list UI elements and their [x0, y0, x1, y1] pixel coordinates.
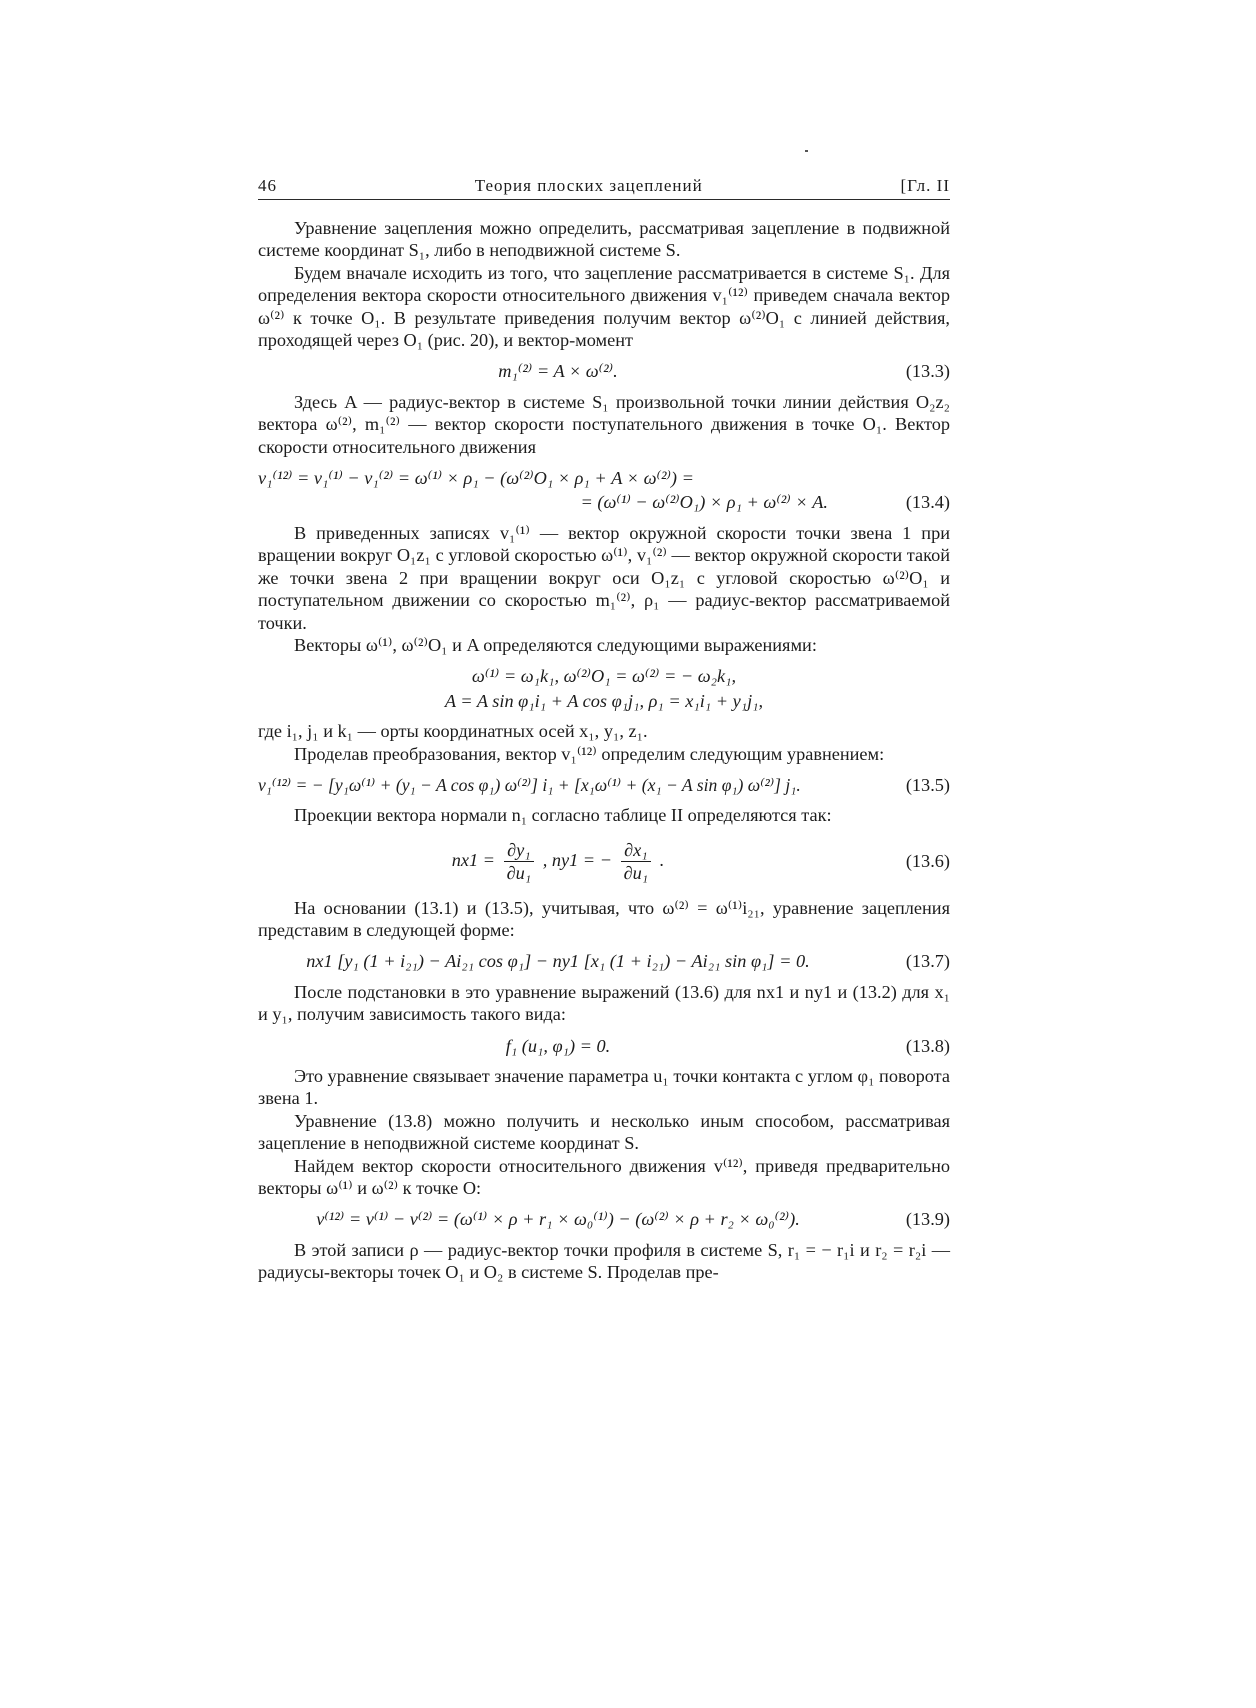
page-header	[258, 176, 950, 196]
equation-vectors-1-expression: ω⁽¹⁾ = ω₁k₁, ω⁽²⁾O₁ = ω⁽²⁾ = − ω₂k₁,	[471, 666, 737, 687]
equation-vectors-1	[258, 665, 950, 687]
equation-13-4-line-2-expression: = (ω⁽¹⁾ − ω⁽²⁾O₁) × ρ₁ + ω⁽²⁾ × A.	[580, 492, 828, 513]
equation-13-5	[258, 774, 950, 796]
paragraph-3: Здесь A — радиус-вектор в системе S₁ произвольной точки линии действия O₂z₂ вектора ω⁽²⁾, m₁⁽²⁾ — вектор скорости поступательного движения в точке O₁. Вектор скорости относительного движения	[258, 391, 950, 457]
chapter-marker: [Гл. II	[900, 176, 950, 195]
equation-13-3-number: (13.3)	[905, 361, 950, 382]
equation-13-4-line-1	[258, 467, 950, 489]
equation-13-6-fraction-2	[621, 839, 652, 885]
equation-13-6-fraction-1	[504, 839, 535, 885]
running-title: Теория плоских зацеплений	[474, 176, 703, 195]
equation-13-9-number: (13.9)	[905, 1209, 950, 1230]
equation-13-4-line-2	[258, 491, 950, 513]
equation-13-8	[258, 1035, 950, 1057]
equation-13-4-number: (13.4)	[905, 492, 950, 513]
scan-speck	[805, 150, 808, 152]
paragraph-9: На основании (13.1) и (13.5), учитывая, что ω⁽²⁾ = ω⁽¹⁾i₂₁, уравнение зацепления представим в следующей форме:	[258, 897, 950, 940]
paragraph-14: В этой записи ρ — радиус-вектор точки профиля в системе S, r₁ = − r₁i и r₂ = r₂i — радиусы-векторы точек O₁ и O₂ в системе S. Проделав пре-	[258, 1239, 950, 1283]
paragraph-6: где i₁, j₁ и k₁ — орты координатных осей x₁, y₁, z₁.	[258, 721, 648, 742]
fraction-2-numerator: ∂x₁	[621, 839, 652, 862]
paragraph-7: Проделав преобразования, вектор v₁⁽¹²⁾ определим следующим уравнением:	[294, 743, 885, 764]
equation-13-9	[258, 1208, 950, 1230]
paragraph-13: Найдем вектор скорости относительного движения v⁽¹²⁾, приведя предварительно векторы ω⁽¹⁾ и ω⁽²⁾ к точке O:	[258, 1155, 950, 1199]
paragraph-8: Проекции вектора нормали n₁ согласно таблице II определяются так:	[294, 805, 832, 826]
paragraph-10: После подстановки в это уравнение выражений (13.6) для nx1 и ny1 и (13.2) для x₁ и y₁, получим зависимость такого вида:	[258, 981, 950, 1025]
equation-13-5-number: (13.5)	[905, 774, 950, 795]
equation-13-8-number: (13.8)	[905, 1035, 950, 1056]
fraction-1-numerator: ∂y₁	[504, 839, 535, 862]
equation-13-6-ny-label: , ny1 = −	[542, 849, 613, 870]
equation-13-7-expression: nx1 [y₁ (1 + i₂₁) − Ai₂₁ cos φ₁] − ny1 [x₁ (1 + i₂₁) − Ai₂₁ sin φ₁] = 0.	[306, 951, 810, 972]
page-number: 46	[258, 176, 277, 195]
equation-13-3	[258, 360, 950, 382]
equation-13-6	[258, 839, 950, 885]
equation-13-6-number: (13.6)	[905, 851, 950, 872]
paragraph-4: В приведенных записях v₁⁽¹⁾ — вектор окружной скорости точки звена 1 при вращении вокруг O₁z₁ с угловой скоростью ω⁽¹⁾, v₁⁽²⁾ — вектор окружной скорости такой же точки звена 2 при вращении вокруг оси O₁z₁ с угловой скоростью ω⁽²⁾O₁ и поступательном движении со скоростью m₁⁽²⁾, ρ₁ — радиус-вектор рассматриваемой точки.	[258, 522, 950, 633]
fraction-1-denominator: ∂u₁	[506, 863, 532, 884]
paragraph-1: Уравнение зацепления можно определить, рассматривая зацепление в подвижной системе координат S₁, либо в неподвижной системе S.	[258, 218, 950, 261]
paragraph-12: Уравнение (13.8) можно получить и несколько иным способом, рассматривая зацепление в неподвижной системе координат S.	[258, 1110, 950, 1154]
paragraph-5: Векторы ω⁽¹⁾, ω⁽²⁾O₁ и A определяются следующими выражениями:	[294, 634, 817, 655]
equation-13-9-expression: v⁽¹²⁾ = v⁽¹⁾ − v⁽²⁾ = (ω⁽¹⁾ × ρ + r₁ × ω₀⁽¹⁾) − (ω⁽²⁾ × ρ + r₂ × ω₀⁽²⁾).	[316, 1209, 800, 1230]
equation-13-6-period: .	[659, 849, 665, 870]
paragraph-11: Это уравнение связывает значение параметра u₁ точки контакта с углом φ₁ поворота звена 1.	[258, 1066, 950, 1109]
header-rule	[258, 199, 950, 200]
equation-13-6-nx-label: nx1 =	[451, 849, 495, 870]
equation-13-7-number: (13.7)	[905, 951, 950, 972]
equation-13-3-expression: m₁⁽²⁾ = A × ω⁽²⁾.	[498, 361, 618, 382]
fraction-2-denominator: ∂u₁	[623, 863, 649, 884]
paragraph-2: Будем вначале исходить из того, что зацепление рассматривается в системе S₁. Для определения вектора скорости относительного движения v₁⁽¹²⁾ приведем сначала вектор ω⁽²⁾ к точке O₁. В результате приведения получим вектор ω⁽²⁾O₁ с линией действия, проходящей через O₁ (рис. 20), и вектор-момент	[258, 262, 950, 351]
equation-13-4-line-1-expression: v₁⁽¹²⁾ = v₁⁽¹⁾ − v₁⁽²⁾ = ω⁽¹⁾ × ρ₁ − (ω⁽²⁾O₁ × ρ₁ + A × ω⁽²⁾) =	[258, 468, 694, 489]
equation-13-5-expression: v₁⁽¹²⁾ = − [y₁ω⁽¹⁾ + (y₁ − A cos φ₁) ω⁽²⁾] i₁ + [x₁ω⁽¹⁾ + (x₁ − A sin φ₁) ω⁽²⁾] j₁.	[258, 774, 801, 795]
equation-13-8-expression: f₁ (u₁, φ₁) = 0.	[505, 1035, 611, 1056]
equation-13-7	[258, 950, 950, 972]
equation-vectors-2	[258, 690, 950, 712]
equation-13-6-expression	[258, 839, 858, 885]
equation-vectors-2-expression: A = A sin φ₁i₁ + A cos φ₁j₁, ρ₁ = x₁i₁ + y₁j₁,	[444, 690, 764, 711]
page-body	[258, 217, 950, 1284]
